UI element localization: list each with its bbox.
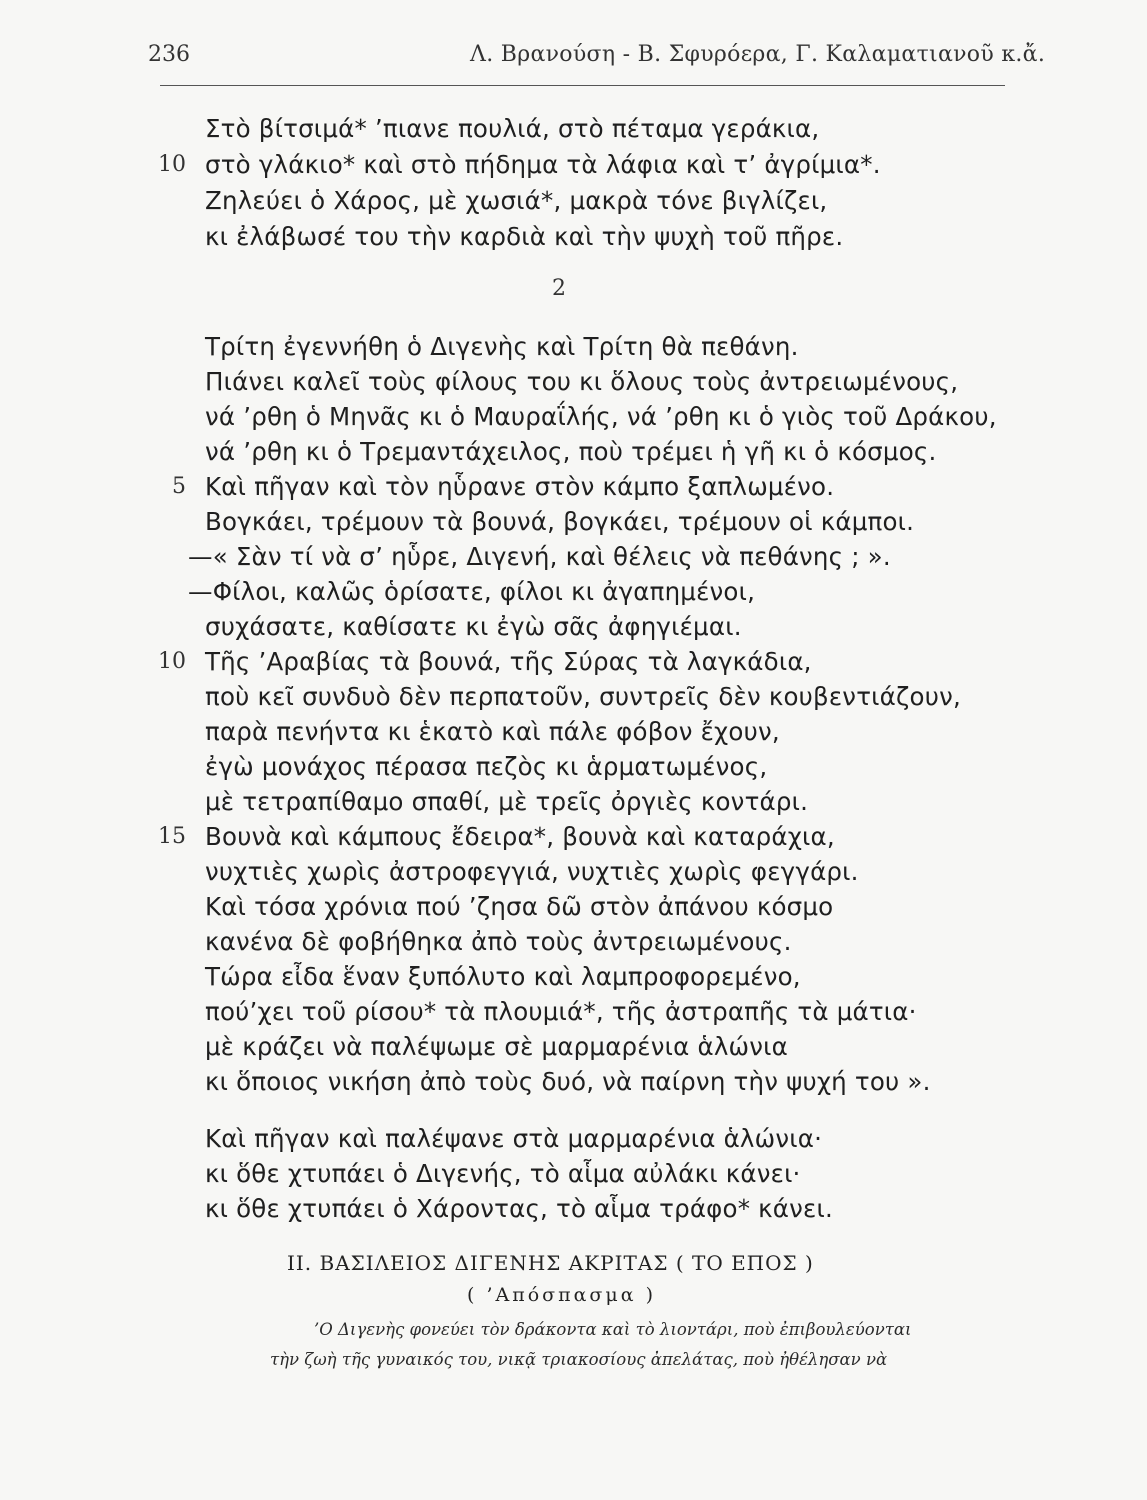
verse-line: νά ’ρθη ὁ Μηνᾶς κι ὁ Μαυραΐλής, νά ’ρθη κι ὁ γιὸς τοῦ Δράκου, — [205, 402, 997, 431]
verse-line: Τώρα εἶδα ἕναν ξυπόλυτο καὶ λαμπροφορεμένο, — [205, 962, 801, 991]
verse-line: νυχτιὲς χωρὶς ἀστροφεγγιά, νυχτιὲς χωρὶς φεγγάρι. — [205, 857, 859, 886]
verse-line: Στὸ βίτσιμά* ’πιανε πουλιά, στὸ πέταμα γεράκια, — [205, 114, 820, 143]
verse-line: Καὶ τόσα χρόνια πού ’ζησα δῶ στὸν ἀπάνου κόσμο — [205, 892, 834, 921]
page-number: 236 — [148, 42, 190, 67]
verse-line: Καὶ πῆγαν καὶ παλέψανε στὰ μαρμαρένια ἁλώνια· — [205, 1124, 823, 1153]
verse-line: Καὶ πῆγαν καὶ τὸν ηὗρανε στὸν κάμπο ξαπλωμένο. — [205, 472, 835, 501]
verse-line: πού’χει τοῦ ρίσου* τὰ πλουμιά*, τῆς ἀστραπῆς τὰ μάτια· — [205, 997, 917, 1026]
running-head: Λ. Βρανούση - Β. Σφυρόερα, Γ. Καλαματιανοῦ κ.ἄ. — [470, 42, 1046, 67]
verse-line: Βουνὰ καὶ κάμπους ἔδειρα*, βουνὰ καὶ καταράχια, — [205, 822, 835, 851]
verse-line: κι ὅποιος νικήση ἀπὸ τοὺς δυό, νὰ παίρνη τὴν ψυχή του ». — [205, 1067, 931, 1096]
line-number: 5 — [172, 474, 186, 499]
section-subheading: ( ’Απόσπασμα ) — [467, 1284, 657, 1306]
verse-line: κι ὅθε χτυπάει ὁ Χάροντας, τὸ αἷμα τράφο* κάνει. — [205, 1194, 833, 1223]
header-rule — [160, 85, 1005, 86]
verse-line: ποὺ κεῖ συνδυὸ δὲν περπατοῦν, συντρεῖς δὲν κουβεντιάζουν, — [205, 682, 961, 711]
line-number: 10 — [158, 152, 186, 177]
verse-line: Ζηλεύει ὁ Χάρος, μὲ χωσιά*, μακρὰ τόνε βιγλίζει, — [205, 186, 828, 215]
section-number: 2 — [552, 276, 566, 301]
verse-line: Τῆς ’Αραβίας τὰ βουνά, τῆς Σύρας τὰ λαγκάδια, — [205, 647, 812, 676]
verse-line: μὲ τετραπίθαμο σπαθί, μὲ τρεῖς ὀργιὲς κοντάρι. — [205, 787, 809, 816]
verse-line: κι ὅθε χτυπάει ὁ Διγενής, τὸ αἷμα αὐλάκι κάνει· — [205, 1159, 801, 1188]
verse-line: κι ἐλάβωσέ του τὴν καρδιὰ καὶ τὴν ψυχὴ τοῦ πῆρε. — [205, 222, 844, 251]
verse-line: Βογκάει, τρέμουν τὰ βουνά, βογκάει, τρέμουν οἱ κάμποι. — [205, 507, 915, 536]
verse-line: παρὰ πενήντα κι ἑκατὸ καὶ πάλε φόβον ἔχουν, — [205, 717, 780, 746]
verse-line: —« Σὰν τί νὰ σ’ ηὗρε, Διγενή, καὶ θέλεις νὰ πεθάνης ; ». — [188, 542, 891, 571]
verse-line: στὸ γλάκιο* καὶ στὸ πήδημα τὰ λάφια καὶ τ’ ἀγρίμια*. — [205, 150, 881, 179]
verse-line: Πιάνει καλεῖ τοὺς φίλους του κι ὅλους τοὺς ἀντρειωμένους, — [205, 367, 959, 396]
verse-line: νά ’ρθη κι ὁ Τρεμαντάχειλος, ποὺ τρέμει ἡ γῆ κι ὁ κόσμος. — [205, 437, 937, 466]
verse-line: μὲ κράζει νὰ παλέψωμε σὲ μαρμαρένια ἁλώνια — [205, 1032, 788, 1061]
line-number: 10 — [158, 649, 186, 674]
section-heading: ΙΙ. ΒΑΣΙΛΕΙΟΣ ΔΙΓΕΝΗΣ ΑΚΡΙΤΑΣ ( ΤΟ ΕΠΟΣ ) — [287, 1251, 814, 1275]
verse-line: κανένα δὲ φοβήθηκα ἀπὸ τοὺς ἀντρειωμένους. — [205, 927, 792, 956]
verse-line: ἐγὼ μονάχος πέρασα πεζὸς κι ἁρματωμένος, — [205, 752, 768, 781]
verse-line: συχάσατε, καθίσατε κι ἐγὼ σᾶς ἀφηγιέμαι. — [205, 612, 742, 641]
verse-line: —Φίλοι, καλῶς ὁρίσατε, φίλοι κι ἀγαπημένοι, — [188, 577, 756, 606]
summary-line: τὴν ζωὴ τῆς γυναικός του, νικᾷ τριακοσίους ἀπελάτας, ποὺ ἠθέλησαν νὰ — [270, 1350, 888, 1369]
verse-line: Τρίτη ἐγεννήθη ὁ Διγενὴς καὶ Τρίτη θὰ πεθάνη. — [205, 332, 799, 361]
line-number: 15 — [158, 824, 186, 849]
summary-line: ’Ο Διγενὴς φονεύει τὸν δράκοντα καὶ τὸ λιοντάρι, ποὺ ἐπιβουλεύονται — [314, 1320, 912, 1339]
